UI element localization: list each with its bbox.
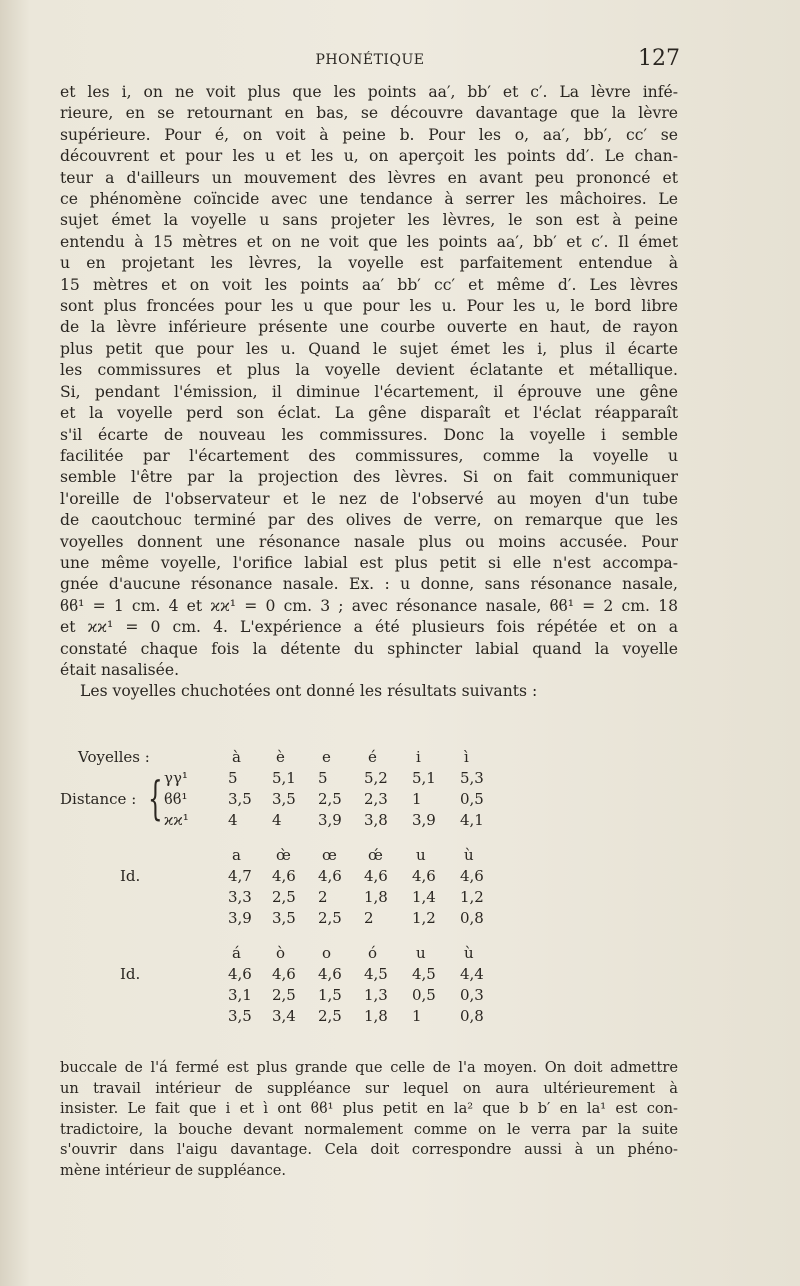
text-line: 15 mètres et on voit les points aa′ bb′ cc′ et même d′. Les lèvres [60, 275, 678, 294]
text-line: de caoutchouc terminé par des olives de verre, on remarque que les [60, 511, 678, 530]
text-line: supérieure. Pour é, on voit à peine b. Pour les o, aa′, bb′, cc′ se [60, 125, 678, 144]
text-line: sont plus froncées pour les u que pour les u. Pour les u, le bord libre [60, 297, 678, 316]
table-cell: 4,6 [272, 867, 296, 885]
vowel-header-cell: è [276, 748, 285, 766]
vowel-header-cell: é [368, 748, 377, 766]
text-line: ϐϐ¹ = 1 cm. 4 et ϰϰ¹ = 0 cm. 3 ; avec résonance nasale, ϐϐ¹ = 2 cm. 18 [60, 596, 678, 615]
footer-paragraph [60, 1058, 678, 1182]
text-line: tradictoire, la bouche devant normalement comme on le verra par la suite [60, 1120, 678, 1138]
measure-label: ϐϐ¹ [164, 790, 188, 808]
text-line: était nasalisée. [60, 660, 180, 679]
text-line: les commissures et plus la voyelle devient éclatante et métallique. [60, 361, 678, 380]
table-cell: 0,3 [460, 986, 484, 1004]
text-line: ce phénomène coïncide avec une tendance à serrer les mâchoires. Le [60, 190, 678, 209]
table-cell: 4 [272, 811, 282, 829]
table-cell: 4,6 [228, 965, 252, 983]
table-cell: 2,3 [364, 790, 388, 808]
table-row [60, 888, 680, 908]
table-cell: 0,8 [460, 1007, 484, 1025]
vowel-header-row [60, 846, 680, 866]
vowel-header-row [60, 944, 680, 964]
text-line: Les voyelles chuchotées ont donné les résultats suivants : [80, 682, 538, 701]
table-cell: 4,5 [412, 965, 436, 983]
text-line: mène intérieur de suppléance. [60, 1161, 287, 1179]
table-cell: 3,5 [228, 790, 252, 808]
vowel-header-cell: ù [464, 944, 474, 962]
table-cell: 4,6 [412, 867, 436, 885]
table-row [60, 909, 680, 929]
text-line: une même voyelle, l'orifice labial est plus petit si elle n'est accompa- [60, 553, 678, 572]
table-cell: 5,1 [272, 769, 296, 787]
table-cell: 2,5 [272, 986, 296, 1004]
measure-label: ϰϰ¹ [164, 811, 189, 829]
text-line: semble l'être par la projection des lèvres. Si on fait communiquer [60, 468, 678, 487]
table-cell: 4 [228, 811, 238, 829]
table-cell: 1,8 [364, 1007, 388, 1025]
vowel-header-cell: u [416, 846, 426, 864]
vowel-header-cell: e [322, 748, 331, 766]
table-row [60, 965, 680, 985]
vowel-header-cell: ì [464, 748, 469, 766]
text-line: plus petit que pour les u. Quand le sujet émet les i, plus il écarte [60, 339, 678, 358]
table-cell: 1 [412, 1007, 422, 1025]
vowel-header-cell: á [232, 944, 241, 962]
vowel-header-cell: à [232, 748, 241, 766]
table-cell: 1,3 [364, 986, 388, 1004]
table-cell: 5,1 [412, 769, 436, 787]
vowel-header-cell: a [232, 846, 241, 864]
table-cell: 4,6 [272, 965, 296, 983]
table-cell: 3,1 [228, 986, 252, 1004]
text-line: teur a d'ailleurs un mouvement des lèvres en avant peu prononcé et [60, 168, 678, 187]
table-cell: 5 [318, 769, 328, 787]
table-cell: 4,5 [364, 965, 388, 983]
table-cell: 2,5 [318, 790, 342, 808]
vowel-header-cell: i [416, 748, 421, 766]
row-label-id: Id. [120, 867, 141, 885]
table-cell: 5 [228, 769, 238, 787]
vowel-header-cell: u [416, 944, 426, 962]
vowel-header-cell: œ̀ [276, 846, 291, 864]
table-cell: 3,5 [272, 790, 296, 808]
table-cell: 2,5 [272, 888, 296, 906]
vowel-header-cell: ó [368, 944, 378, 962]
table-cell: 4,7 [228, 867, 252, 885]
table-cell: 3,8 [364, 811, 388, 829]
vowel-header-cell: œ [322, 846, 337, 864]
vowel-header-cell: ù [464, 846, 474, 864]
table-cell: 3,9 [318, 811, 342, 829]
table-cell: 3,3 [228, 888, 252, 906]
table-cell: 5,2 [364, 769, 388, 787]
text-line: u en projetant les lèvres, la voyelle est parfaitement entendue à [60, 254, 678, 273]
table-cell: 1,2 [460, 888, 484, 906]
text-line: et les i, on ne voit plus que les points aa′, bb′ et c′. La lèvre infé- [60, 83, 678, 101]
row-label-id: Id. [120, 965, 141, 983]
table-cell: 3,9 [412, 811, 436, 829]
text-line: constaté chaque fois la détente du sphincter labial quand la voyelle [60, 639, 678, 658]
table-cell: 4,1 [460, 811, 484, 829]
table-cell: 3,5 [272, 909, 296, 927]
text-line: et la voyelle perd son éclat. La gêne disparaît et l'éclat réapparaît [60, 404, 678, 423]
table-cell: 4,6 [318, 867, 342, 885]
page-header [60, 44, 680, 74]
text-line: s'ouvrir dans l'aigu davantage. Cela doit correspondre aussi à un phéno- [60, 1141, 678, 1159]
table-cell: 3,4 [272, 1007, 296, 1025]
text-line: l'oreille de l'observateur et le nez de l'observé au moyen d'un tube [60, 489, 678, 508]
table-cell: 0,5 [460, 790, 484, 808]
table-cell: 1,2 [412, 909, 436, 927]
vowel-header-cell: o [322, 944, 332, 962]
text-line: et ϰϰ¹ = 0 cm. 4. L'expérience a été plusieurs fois répétée et on a [60, 618, 678, 637]
text-line: Si, pendant l'émission, il diminue l'écartement, il éprouve une gêne [60, 382, 678, 401]
row-label-voyelles: Voyelles : [78, 748, 150, 766]
body-paragraph [60, 82, 678, 703]
table-cell: 3,9 [228, 909, 252, 927]
table-row [60, 867, 680, 887]
table-cell: 4,6 [460, 867, 484, 885]
table-row [60, 1007, 680, 1027]
table-cell: 2 [318, 888, 328, 906]
table-cell: 1 [412, 790, 422, 808]
running-head: PHONÉTIQUE [315, 52, 425, 68]
text-line: insister. Le fait que i et ì ont ϐϐ¹ plus petit en la² que b b′ en la¹ est con- [60, 1100, 678, 1118]
table-cell: 4,6 [318, 965, 342, 983]
row-label-distance: Distance : [60, 790, 137, 808]
table-cell: 2,5 [318, 909, 342, 927]
table-cell: 2,5 [318, 1007, 342, 1025]
text-line: voyelles donnent une résonance nasale plus ou moins accusée. Pour [60, 532, 678, 551]
text-line: découvrent et pour les u et les u, on aperçoit les points dd′. Le chan- [60, 147, 678, 166]
table-cell: 1,8 [364, 888, 388, 906]
table-cell: 0,8 [460, 909, 484, 927]
text-line: rieure, en se retournant en bas, se découvre davantage que la lèvre [60, 104, 678, 123]
text-line: de la lèvre inférieure présente une courbe ouverte en haut, de rayon [60, 318, 678, 337]
text-line: gnée d'aucune résonance nasale. Ex. : u donne, sans résonance nasale, [60, 575, 678, 594]
table-cell: 4,6 [364, 867, 388, 885]
table-cell: 2 [364, 909, 374, 927]
vowel-header-cell: ò [276, 944, 286, 962]
table-cell: 1,5 [318, 986, 342, 1004]
table-cell: 1,4 [412, 888, 436, 906]
table-cell: 5,3 [460, 769, 484, 787]
text-line: un travail intérieur de suppléance sur lequel on aura ultérieurement à [60, 1079, 678, 1097]
text-line: s'il écarte de nouveau les commissures. Donc la voyelle i semble [60, 425, 678, 444]
text-line: sujet émet la voyelle u sans projeter les lèvres, le son est à peine [60, 211, 678, 230]
measure-label: γγ¹ [164, 769, 188, 787]
text-line: facilitée par l'écartement des commissures, comme la voyelle u [60, 446, 678, 465]
table-cell: 0,5 [412, 986, 436, 1004]
vowel-header-cell: œ́ [368, 846, 383, 864]
table-cell: 3,5 [228, 1007, 252, 1025]
text-line: buccale de l'á fermé est plus grande que celle de l'a moyen. On doit admettre [60, 1059, 678, 1076]
table-row [60, 986, 680, 1006]
table-cell: 4,4 [460, 965, 484, 983]
text-line: entendu à 15 mètres et on ne voit que les points aa′, bb′ et c′. Il émet [60, 232, 678, 251]
page-number: 127 [638, 46, 680, 71]
vowel-header-row [60, 748, 680, 768]
brace-icon: { [148, 771, 163, 825]
